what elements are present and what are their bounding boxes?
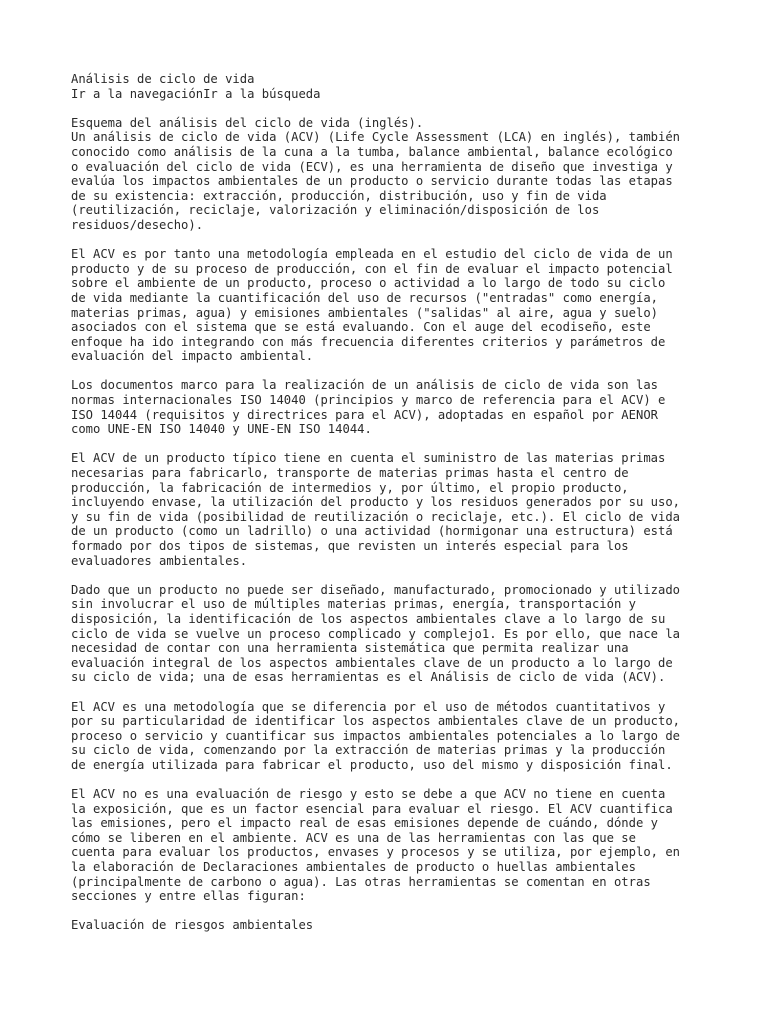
article-paragraphs	[71, 116, 711, 904]
paragraph-line: evaluación integral de los aspectos ambientales clave de un producto a lo largo de	[71, 655, 673, 670]
paragraph-line: de su existencia: extracción, producción, distribución, uso y fin de vida	[71, 188, 607, 203]
paragraph-line: Los documentos marco para la realización de un análisis de ciclo de vida son las	[71, 378, 658, 393]
paragraph-line: sin involucrar el uso de múltiples materias primas, energía, transportación y	[71, 597, 636, 612]
paragraph-line: cómo se liberen en el ambiente. ACV es una de las herramientas con las que se	[71, 830, 636, 845]
paragraph-line: disposición, la identificación de los aspectos ambientales clave a lo largo de su	[71, 611, 666, 626]
paragraph-line: necesarias para fabricarlo, transporte de materias primas hasta el centro de	[71, 466, 629, 481]
paragraph-line: sobre el ambiente de un producto, proceso o actividad a lo largo de todo su ciclo	[71, 276, 666, 291]
paragraph-line: conocido como análisis de la cuna a la tumba, balance ambiental, balance ecológico	[71, 144, 673, 159]
paragraph-line: El ACV no es una evaluación de riesgo y esto se debe a que ACV no tiene en cuenta	[71, 787, 666, 802]
paragraph	[71, 378, 711, 436]
paragraph	[71, 583, 711, 685]
paragraph-line: El ACV es por tanto una metodología empleada en el estudio del ciclo de vida de un	[71, 247, 673, 262]
paragraph-line: El ACV de un producto típico tiene en cuenta el suministro de las materias primas	[71, 451, 666, 466]
paragraph	[71, 247, 711, 364]
section-heading: Evaluación de riesgos ambientales	[71, 918, 314, 933]
paragraph-line: evaluación del impacto ambiental.	[71, 349, 314, 364]
paragraph-line: necesidad de contar con una herramienta sistemática que permita realizar una	[71, 641, 629, 656]
paragraph	[71, 116, 711, 233]
skip-links[interactable]: Ir a la navegaciónIr a la búsqueda	[71, 86, 321, 101]
paragraph-line: proceso o servicio y cuantificar sus impactos ambientales potenciales a lo largo de	[71, 728, 681, 743]
paragraph-line: El ACV es una metodología que se diferencia por el uso de métodos cuantitativos y	[71, 699, 666, 714]
paragraph-line: (principalmente de carbono o agua). Las otras herramientas se comentan en otras	[71, 874, 651, 889]
paragraph-line: evalúa los impactos ambientales de un producto o servicio durante todas las etapas	[71, 174, 673, 189]
paragraph-line: residuos/desecho).	[71, 217, 204, 232]
paragraph	[71, 700, 711, 773]
paragraph-line: formado por dos tipos de sistemas, que revisten un interés especial para los	[71, 539, 629, 553]
paragraph-line: incluyendo envase, la utilización del producto y los residuos generados por su uso,	[71, 495, 681, 510]
page-title: Análisis de ciclo de vida	[71, 72, 255, 86]
paragraph-line: Dado que un producto no puede ser diseñado, manufacturado, promocionado y utilizado	[71, 582, 681, 597]
paragraph-line: o evaluación del ciclo de vida (ECV), es una herramienta de diseño que investiga y	[71, 159, 673, 174]
paragraph-line: asociados con el sistema que se está evaluando. Con el auge del ecodiseño, este	[71, 320, 651, 335]
paragraph	[71, 451, 711, 568]
paragraph-line: su ciclo de vida; una de esas herramientas es el Análisis de ciclo de vida (ACV).	[71, 670, 666, 685]
paragraph-line: la exposición, que es un factor esencial para evaluar el riesgo. El ACV cuantifica	[71, 801, 673, 816]
paragraph-line: enfoque ha ido integrando con más frecuencia diferentes criterios y parámetros de	[71, 334, 666, 349]
paragraph-line: ciclo de vida se vuelve un proceso complicado y complejo1. Es por ello, que nace la	[71, 626, 681, 641]
paragraph-line: de energía utilizada para fabricar el producto, uso del mismo y disposición final.	[71, 757, 673, 772]
paragraph	[71, 787, 711, 904]
document-body	[71, 72, 711, 933]
paragraph-line: evaluadores ambientales.	[71, 553, 248, 568]
paragraph-line: normas internacionales ISO 14040 (principios y marco de referencia para el ACV) e	[71, 393, 666, 408]
paragraph-line: de un producto (como un ladrillo) o una actividad (hormigonar una estructura) está	[71, 524, 673, 539]
paragraph-line: Un análisis de ciclo de vida (ACV) (Life Cycle Assessment (LCA) en inglés), también	[71, 130, 681, 145]
paragraph-line: secciones y entre ellas figuran:	[71, 889, 306, 904]
paragraph-line: producción, la fabricación de intermedios y, por último, el propio producto,	[71, 480, 629, 495]
paragraph-line: producto y de su proceso de producción, con el fin de evaluar el impacto potencial	[71, 261, 673, 276]
paragraph-line: como UNE-EN ISO 14040 y UNE-EN ISO 14044.	[71, 422, 372, 437]
paragraph-line: la elaboración de Declaraciones ambientales de producto o huellas ambientales	[71, 860, 636, 875]
paragraph-line: de vida mediante la cuantificación del uso de recursos ("entradas" como energía,	[71, 290, 658, 305]
paragraph-line: por su particularidad de identificar los aspectos ambientales clave de un producto,	[71, 714, 681, 729]
paragraph-line: materias primas, agua) y emisiones ambientales ("salidas" al aire, agua y suelo)	[71, 305, 658, 320]
paragraph-line: su ciclo de vida, comenzando por la extracción de materias primas y la producción	[71, 743, 666, 758]
paragraph-line: (reutilización, reciclaje, valorización y eliminación/disposición de los	[71, 203, 600, 218]
paragraph-line: y su fin de vida (posibilidad de reutilización o reciclaje, etc.). El ciclo de vida	[71, 509, 681, 524]
paragraph-line: las emisiones, pero el impacto real de esas emisiones depende de cuándo, dónde y	[71, 816, 658, 831]
paragraph-line: Esquema del análisis del ciclo de vida (inglés).	[71, 115, 424, 130]
paragraph-line: cuenta para evaluar los productos, envases y procesos y se utiliza, por ejemplo, en	[71, 845, 681, 860]
paragraph-line: ISO 14044 (requisitos y directrices para el ACV), adoptadas en español por AENOR	[71, 407, 658, 422]
